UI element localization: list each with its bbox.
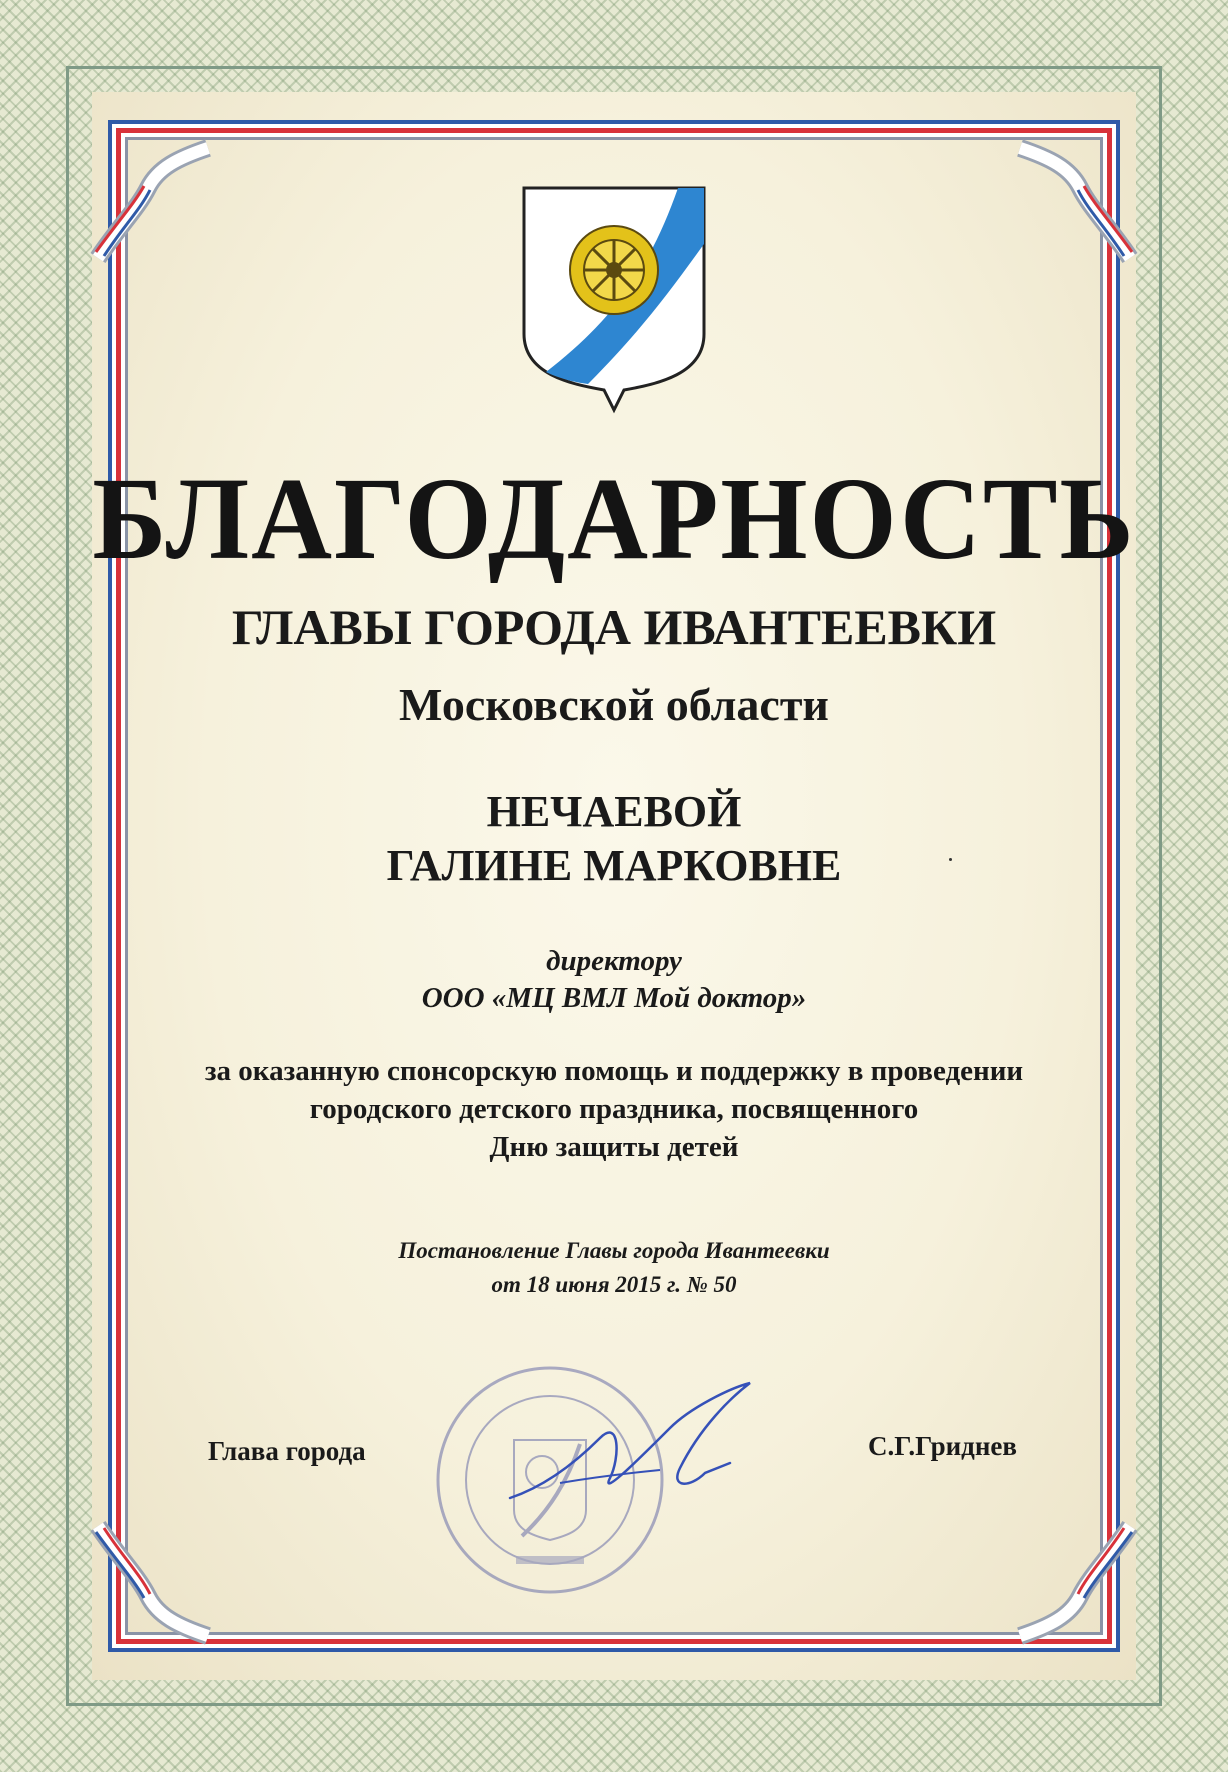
issuer-line-2: Московской области — [399, 679, 829, 730]
reason-line: за оказанную спонсорскую помощь и поддержку в проведении — [204, 1055, 1024, 1087]
decree-line-1: Постановление Главы города Ивантеевки — [398, 1238, 830, 1263]
ribbon-top-left-icon — [88, 128, 238, 278]
recipient-name: ГАЛИНЕ МАРКОВНЕ — [386, 841, 842, 890]
coat-of-arms-icon — [518, 184, 710, 416]
decree-line-2: от 18 июня 2015 г. № 50 — [491, 1272, 737, 1297]
issuer-line-1: ГЛАВЫ ГОРОДА ИВАНТЕЕВКИ — [231, 599, 997, 655]
signatory-title: Глава города — [208, 1436, 366, 1466]
ribbon-bottom-left-icon — [88, 1506, 238, 1656]
recipient-position: директору — [546, 945, 682, 977]
reason-line: городского детского праздника, посвященного — [309, 1093, 919, 1125]
recipient-organization: ООО «МЦ ВМЛ Мой доктор» — [421, 982, 807, 1014]
ribbon-bottom-right-icon — [990, 1506, 1140, 1656]
handwritten-signature — [500, 1378, 770, 1528]
reason-line: Дню защиты детей — [489, 1131, 739, 1163]
reason-text — [160, 1052, 1068, 1166]
paper-speck — [949, 858, 952, 861]
signatory-name: С.Г.Гриднев — [868, 1431, 1017, 1461]
ribbon-top-right-icon — [990, 128, 1140, 278]
recipient-surname: НЕЧАЕВОЙ — [486, 787, 742, 836]
document-title: БЛАГОДАРНОСТЬ — [92, 453, 1136, 585]
